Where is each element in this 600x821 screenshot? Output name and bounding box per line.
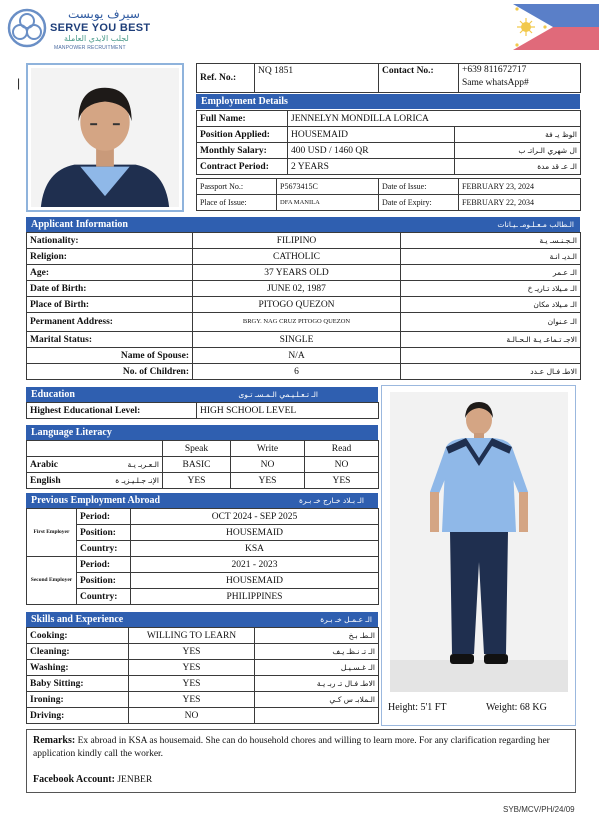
language-arabic-cell [27,457,163,473]
reference-contact-table [196,63,581,93]
skills-table [26,627,379,724]
issue-date-label: Date of Issue: [379,179,459,195]
english-speak-value: YES [163,473,231,489]
company-logo [6,5,196,53]
second-period-label: Period: [77,557,131,573]
applicant-info-header [26,217,580,232]
skill-arabic-label [255,708,379,724]
skill-value: YES [129,692,255,708]
facebook-line [33,773,569,787]
education-header [26,387,378,402]
skill-label: Ironing: [27,692,129,708]
spouse-label: Name of Spouse: [27,348,193,364]
skill-arabic-label: الـملابـ س كـي [255,692,379,708]
skill-arabic-label: الاطـ فـال تـ ربـ يـة [255,676,379,692]
children-label: No. of Children: [27,364,193,380]
passport-value: P5673415C [277,179,379,195]
second-position-value: HOUSEMAID [131,573,379,589]
weight-value: Weight: 68 KG [486,702,547,713]
language-header-speak: Speak [163,441,231,457]
facebook-label: Facebook Account: [33,774,115,785]
facebook-value: JENBER [117,775,153,785]
skill-value: WILLING TO LEARN [129,628,255,644]
language-header [26,425,378,440]
contact-cell [459,64,581,93]
skill-arabic-label: الـ غـسـيـل [255,660,379,676]
nationality-value: FILIPINO [193,233,401,249]
skill-arabic-label: الـ تـ نـظـ يـف [255,644,379,660]
ref-no-label: Ref. No.: [197,64,255,93]
contract-arabic-label: الـ عـ قد مدة [455,159,581,175]
passport-table [196,178,581,211]
age-arabic-label: الـ عـمر [401,265,581,281]
age-label: Age: [27,265,193,281]
english-write-value: YES [231,473,305,489]
language-english-label-ar: الإنـ جـلـيـزيـ ة [115,475,159,485]
height-value: Height: 5'1 FT [388,702,447,713]
salary-label: Monthly Salary: [197,143,288,159]
marital-label: Marital Status: [27,332,193,348]
english-read-value: YES [305,473,379,489]
skills-arabic-title: الـ عـمـل خـ بـرة [320,615,372,624]
religion-arabic-label: الـديـ انـة [401,249,581,265]
previous-employment-table [26,508,379,605]
contact-note: Same whatsApp# [462,78,529,88]
first-position-label: Position: [77,525,131,541]
applicant-info-title: Applicant Information [31,219,128,230]
first-period-value: OCT 2024 - SEP 2025 [131,509,379,525]
text-cursor: | [17,76,21,90]
second-country-label: Country: [77,589,131,605]
education-level-label: Highest Educational Level: [27,403,197,419]
remarks-label: Remarks: [33,735,76,746]
previous-employment-header [26,493,378,508]
pob-value: PITOGO QUEZON [193,297,401,313]
education-table [26,402,379,419]
language-arabic-label-ar: الـعـربـ يـة [127,459,159,469]
philippines-flag-icon [513,4,599,50]
religion-value: CATHOLIC [193,249,401,265]
language-title: Language Literacy [31,427,112,438]
dob-label: Date of Birth: [27,281,193,297]
issue-date-value: FEBRUARY 23, 2024 [459,179,581,195]
applicant-headshot-photo [26,63,184,212]
expiry-value: FEBRUARY 22, 2034 [459,195,581,211]
skill-label: Baby Sitting: [27,676,129,692]
employment-details-title: Employment Details [201,96,288,107]
position-arabic-label: الوظ يـ فة [455,127,581,143]
skill-label: Cooking: [27,628,129,644]
second-country-value: PHILIPPINES [131,589,379,605]
education-level-value: HIGH SCHOOL LEVEL [197,403,379,419]
passport-label: Passport No.: [197,179,277,195]
skill-value: YES [129,644,255,660]
nationality-arabic-label: الـجـنـسـ يـة [401,233,581,249]
previous-employment-arabic-title: الـ بـلاد خـارج خـ بـرة [299,496,364,505]
contract-value: 2 YEARS [288,159,455,175]
logo-emblem-icon [6,7,48,49]
full-name-label: Full Name: [197,111,288,127]
religion-label: Religion: [27,249,193,265]
pob-arabic-label: الـ مـيلاد مكان [401,297,581,313]
applicant-info-table [26,232,581,380]
second-employer-label: Second Employer [27,557,77,605]
first-country-label: Country: [77,541,131,557]
marital-arabic-label: الاجـ تـماعـ يـة الـحـالـة [401,332,581,348]
education-title: Education [31,389,75,400]
address-value: BRGY. NAG CRUZ PITOGO QUEZON [193,313,401,332]
second-period-value: 2021 - 2023 [131,557,379,573]
language-corner-cell [27,441,163,457]
previous-employment-title: Previous Employment Abroad [31,495,161,506]
skills-title: Skills and Experience [31,614,124,625]
skills-header [26,612,378,627]
contact-number: +639 811672717 [462,65,527,75]
skill-label: Washing: [27,660,129,676]
address-arabic-label: الـ عـنوان [401,313,581,332]
employment-details-header [196,94,580,109]
issue-place-value: DFA MANILA [277,195,379,211]
dob-value: JUNE 02, 1987 [193,281,401,297]
applicant-full-body-photo [390,392,568,692]
language-header-write: Write [231,441,305,457]
second-position-label: Position: [77,573,131,589]
address-label: Permanent Address: [27,313,193,332]
logo-english-title: SERVE YOU BEST [50,22,151,34]
applicant-info-arabic-title: الـطالب مـعـلـومـ ـيـانات [497,220,574,229]
logo-arabic-title: سيرف يوبست [68,7,140,21]
language-arabic-label: Arabic [30,459,58,470]
skill-label: Driving: [27,708,129,724]
language-table [26,440,379,489]
remarks-box [26,729,576,793]
position-label: Position Applied: [197,127,288,143]
arabic-write-value: NO [231,457,305,473]
first-employer-label: First Employer [27,509,77,557]
logo-arabic-subtitle: لجلب الايدي العاملة [64,34,129,43]
pob-label: Place of Birth: [27,297,193,313]
spouse-arabic-cell [401,348,581,364]
salary-value: 400 USD / 1460 QR [288,143,455,159]
children-value: 6 [193,364,401,380]
full-name-value: JENNELYN MONDILLA LORICA [288,111,581,127]
marital-value: SINGLE [193,332,401,348]
education-arabic-title: الـ تـعـلـيـمي الـمـسـ تـوى [238,390,318,399]
document-code: SYB/MCV/PH/24/09 [503,805,575,814]
skill-value: NO [129,708,255,724]
language-english-cell [27,473,163,489]
children-arabic-label: الاطـ فـال عـدد [401,364,581,380]
remarks-paragraph [33,734,569,761]
dob-arabic-label: الـ مـيلاد تـاريـ خ [401,281,581,297]
first-position-value: HOUSEMAID [131,525,379,541]
nationality-label: Nationality: [27,233,193,249]
skill-arabic-label: الـطـ بـخ [255,628,379,644]
ref-no-value: NQ 1851 [255,64,379,93]
skill-label: Cleaning: [27,644,129,660]
contract-label: Contract Period: [197,159,288,175]
expiry-label: Date of Expiry: [379,195,459,211]
age-value: 37 YEARS OLD [193,265,401,281]
language-english-label: English [30,475,61,486]
spouse-value: N/A [193,348,401,364]
position-value: HOUSEMAID [288,127,455,143]
issue-place-label: Place of Issue: [197,195,277,211]
salary-arabic-label: ال شهري الـراتـ ب [455,143,581,159]
contact-label: Contact No.: [379,64,459,93]
arabic-read-value: NO [305,457,379,473]
skill-value: YES [129,676,255,692]
remarks-text: Ex abroad in KSA as housemaid. She can do household chores and willing to learn more. For any clarification regarding her application kindly call the worker. [33,736,550,759]
language-header-read: Read [305,441,379,457]
applicant-full-body-photo-frame [381,385,576,726]
logo-tagline: MANPOWER RECRUITMENT [54,45,126,51]
skill-value: YES [129,660,255,676]
arabic-speak-value: BASIC [163,457,231,473]
first-country-value: KSA [131,541,379,557]
employment-details-table [196,110,581,175]
first-period-label: Period: [77,509,131,525]
